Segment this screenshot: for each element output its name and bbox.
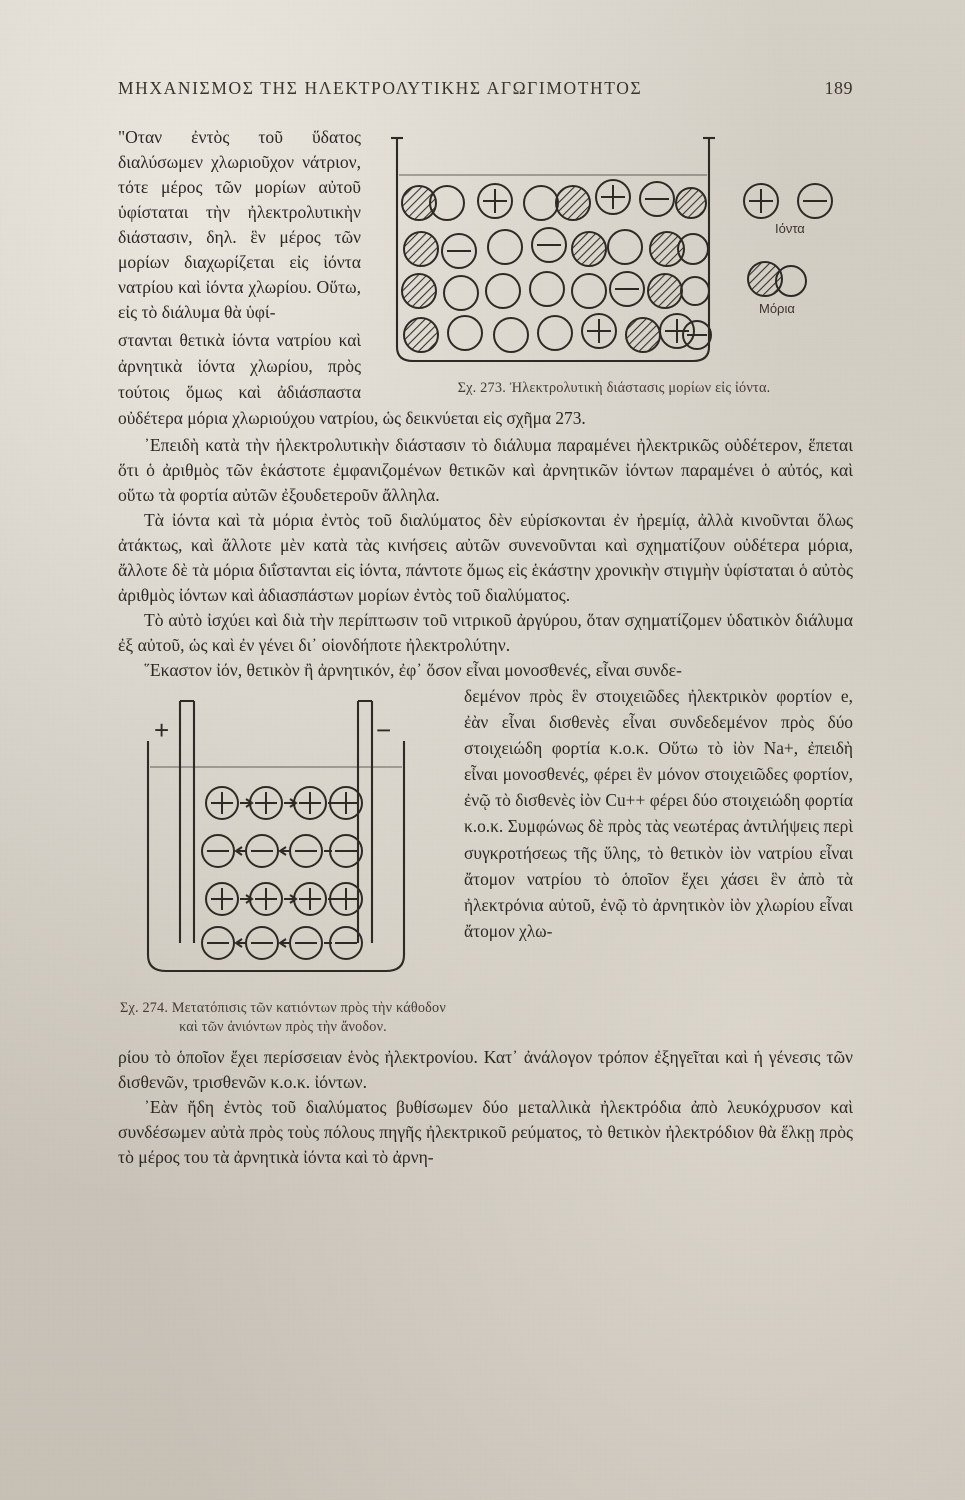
figure-274 — [118, 693, 448, 1037]
figure-273-drawing — [375, 131, 853, 376]
paragraph-1-lead: "Οταν ἐντὸς τοῦ ὕδατος διαλύσωμεν χλωριοῦχον νάτριον, τότε μέρος τῶν μορίων αὐτοῦ ὑφίσταται τὴν ἠλεκτρολυτικὴν διάστασιν, δηλ. ἓν μέρος τῶν μορίων διαχωρίζεται εἰς ἰόντα νατρίου καὶ ἰόντα χλωρίου. Οὕτω, εἰς τὸ διάλυμα θὰ ὑφί- — [118, 127, 361, 322]
figure-274-drawing — [118, 693, 448, 993]
figure-273-legend-ions: Ιόντα — [775, 221, 805, 236]
running-head — [118, 78, 853, 99]
figure-273-legend-molecules: Μόρια — [759, 301, 795, 316]
figure-274-anode-label: + — [154, 714, 170, 745]
paragraph-5-tail: ρίου τὸ ὁποῖον ἔχει περίσσειαν ἑνὸς ἠλεκτρονίου. Κατ᾽ ἀνάλογον τρόπον ἐξηγεῖται καὶ ἡ γένεσις τῶν δισθενῶν, τρισθενῶν κ.ο.κ. ἰόντων. — [118, 1047, 853, 1093]
figure-274-cathode-label: − — [376, 714, 392, 745]
paragraph-5-narrow: δεμένον πρὸς ἓν στοιχειῶδες ἠλεκτρικὸν φορτίον e, ἐὰν εἶναι δισθενὲς εἶναι συνδεδεμένον πρὸς δύο στοιχειώδη φορτία κ.ο.κ. Οὕτω τὸ ἰὸν Na+, ἐπειδὴ εἶναι μονοσθενές, φέρει ἓν μόνον στοιχειῶδες φορτίον, ἐνῷ τὸ δισθενὲς ἰὸν Cu++ φέρει δύο στοιχειώδη φορτία κ.ο.κ. Συμφώνως δὲ πρὸς τὰς νεωτέρας ἀντιλήψεις περὶ συγκροτήσεως τῆς ὕλης, τὸ θετικὸν ἰὸν νατρίου εἶναι ἄτομον νατρίου τὸ ὁποῖον ἔχει χάσει ἓν ἀπὸ τὰ ἠλεκτρόνια αὐτοῦ, ἐνῷ τὸ ἀρνητικὸν ἰὸν χλωρίου εἶναι ἄτομον χλω- — [464, 685, 853, 941]
figure-273-caption: Σχ. 273. Ἠλεκτρολυτικὴ διάστασις μορίων εἰς ἰόντα. — [457, 380, 771, 396]
page-content — [118, 78, 853, 1170]
paragraph-6: ᾿Εὰν ἤδη ἐντὸς τοῦ διαλύματος βυθίσωμεν δύο μεταλλικὰ ἠλεκτρόδια ἀπὸ λευκόχρυσον καὶ συνδέσωμεν αὐτὰ πρὸς τοὺς πόλους πηγῆς ἠλεκτρικοῦ ρεύματος, τὸ θετικὸν ἠλεκτρόδιον θὰ ἕλκῃ πρὸς τὸ μέρος του τὰ ἀρνητικὰ ἰόντα καὶ τὸ ἀρνη- — [118, 1097, 853, 1168]
paragraph-5-lead: ῞Εκαστον ἰόν, θετικὸν ἢ ἀρνητικόν, ἐφ᾽ ὅσον εἶναι μονοσθενές, εἶναι συνδε- — [144, 659, 682, 680]
paragraph-3: Τὰ ἰόντα καὶ τὰ μόρια ἐντὸς τοῦ διαλύματος δὲν εὑρίσκονται ἐν ἠρεμίᾳ, ἀλλὰ κινοῦνται ὅλως ἀτάκτως, καὶ ἄλλοτε μὲν κατὰ τὰς κινήσεις αὐτῶν συνενοῦνται καὶ σχηματίζουν οὐδέτερα μόρια, ἄλλοτε δὲ τὰ μόρια διΐστανται εἰς ἰόντα, πάντοτε ὅμως εἰς ἑκάστην χρονικὴν στιγμὴν ὑφίσταται ὁ αὐτὸς ἀριθμὸς ἰόντων καὶ ἀδιασπάστων μορίων ἐντὸς τοῦ διαλύματος. — [118, 510, 853, 605]
paragraph-4: Τὸ αὐτὸ ἰσχύει καὶ διὰ τὴν περίπτωσιν τοῦ νιτρικοῦ ἀργύρου, ὅταν σχηματίζομεν ὑδατικὸν διάλυμα ἐξ αὐτοῦ, ὡς καὶ ἐν γένει δι᾽ οἱονδήποτε ἠλεκτρολύτην. — [118, 609, 853, 655]
paragraph-1-narrow: στανται θετικὰ ἰόντα νατρίου καὶ ἀρνητικὰ ἰόντα χλωρίου, πρὸς τούτοις ὅμως καὶ ἀδιάσπαστα οὐδέτερα μόρια χλωριούχου νατρίου, ὡς δεικνύεται εἰς σχῆμα 273. — [118, 329, 586, 429]
page-number: 189 — [824, 78, 853, 98]
paragraph-2: ᾿Επειδὴ κατὰ τὴν ἠλεκτρολυτικὴν διάστασιν τὸ διάλυμα παραμένει ἠλεκτρικῶς οὐδέτερον, ἕπεται ὅτι ὁ ἀριθμὸς τῶν ἑκάστοτε ἐμφανιζομένων θετικῶν καὶ ἀρνητικῶν ἰόντων παραμένει ὁ αὐτός, καὶ οὕτω τὰ φορτία αὐτῶν ἐξουδετεροῦν ἄλληλα. — [118, 435, 853, 506]
figure-273 — [375, 131, 853, 397]
figure-274-caption: Σχ. 274. Μετατόπισις τῶν κατιόντων πρὸς τὴν κάθοδον καὶ τῶν ἀνιόντων πρὸς τὴν ἄνοδον. — [120, 999, 446, 1036]
running-head-title: ΜΗΧΑΝΙΣΜΟΣ ΤΗΣ ΗΛΕΚΤΡΟΛΥΤΙΚΗΣ ΑΓΩΓΙΜΟΤΗΤΟΣ — [118, 78, 643, 98]
